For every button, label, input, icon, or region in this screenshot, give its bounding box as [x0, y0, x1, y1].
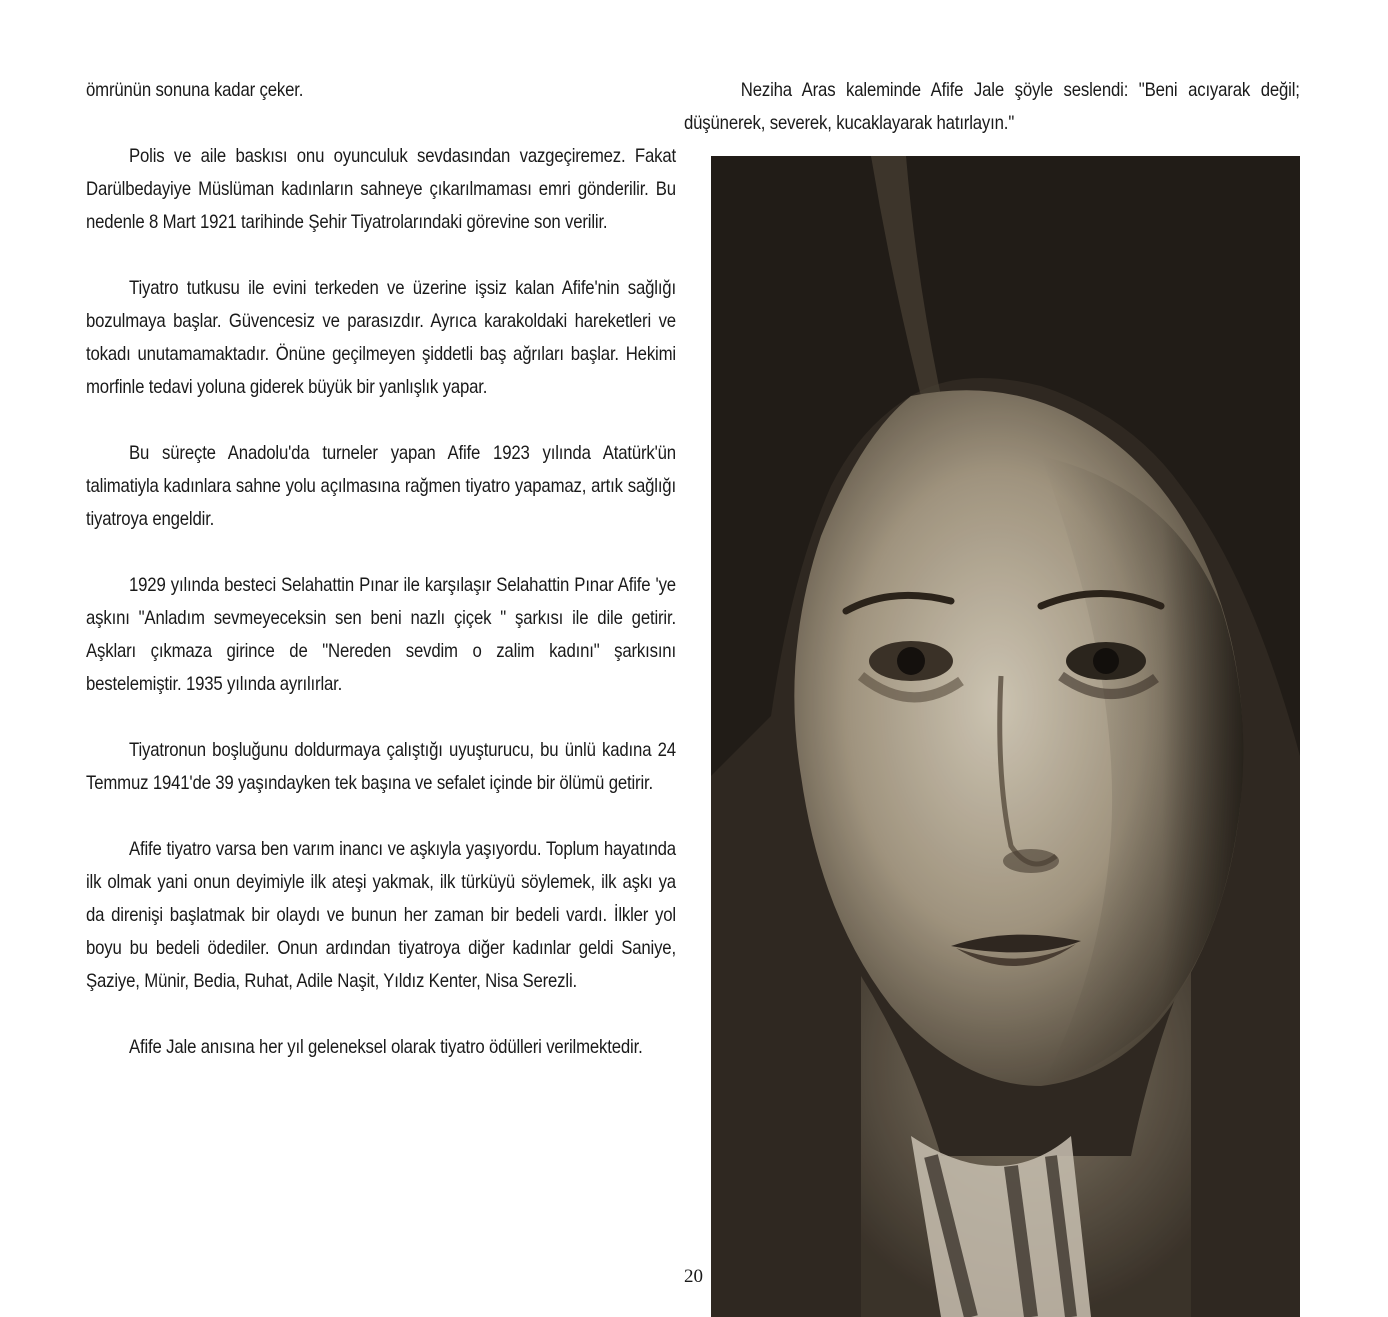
paragraph: ömrünün sonuna kadar çeker. [86, 79, 304, 101]
left-text-column [86, 74, 676, 1097]
paragraph: Polis ve aile baskısı onu oyunculuk sevdasından vazgeçiremez. Fakat Darülbedayiye Müslüman kadınların sahneye çıkarılmaması emri gönderilir. Bu nedenle 8 Mart 1921 tarihinde Şehir Tiyatrolarındaki görevine son verilir. [86, 145, 676, 233]
paragraph: Tiyatro tutkusu ile evini terkeden ve üzerine işsiz kalan Afife'nin sağlığı bozulmaya başlar. Güvencesiz ve parasızdır. Ayrıca karakoldaki hareketleri ve tokadı unutamamaktadır. Önüne geçilmeyen şiddetli baş ağrıları başlar. Hekimi morfinle tedavi yoluna giderek büyük bir yanlışlık yapar. [86, 277, 676, 398]
right-text-column [684, 74, 1300, 140]
paragraph: Tiyatronun boşluğunu doldurmaya çalıştığı uyuşturucu, bu ünlü kadına 24 Temmuz 1941'de 39 yaşındayken tek başına ve sefalet içinde bir ölümü getirir. [86, 739, 676, 794]
paragraph: Afife tiyatro varsa ben varım inancı ve aşkıyla yaşıyordu. Toplum hayatında ilk olmak yani onun deyimiyle ilk ateşi yakmak, ilk türküyü söylemek, ilk aşkı ya da direnişi başlatmak bir olaydı ve bunun her zaman bir bedeli vardı. İlkler yol boyu bu bedeli ödediler. Onun ardından tiyatroya diğer kadınlar geldi Saniye, Şaziye, Münir, Bedia, Ruhat, Adile Naşit, Yıldız Kenter, Nisa Serezli. [86, 838, 676, 992]
paragraph: 1929 yılında besteci Selahattin Pınar ile karşılaşır Selahattin Pınar Afife 'ye aşkını "Anladım sevmeyeceksin sen beni nazlı çiçek " şarkısı ile dile getirir. Aşkları çıkmaza girince de "Nereden sevdim o zalim kadını" şarkısını bestelemiştir. 1935 yılında ayrılırlar. [86, 574, 676, 695]
page-number: 20 [684, 1266, 703, 1287]
portrait-photo [711, 156, 1300, 1317]
paragraph: Bu süreçte Anadolu'da turneler yapan Afife 1923 yılında Atatürk'ün talimatiyla kadınlara sahne yolu açılmasına rağmen tiyatro yapamaz, artık sağlığı tiyatroya engeldir. [86, 442, 676, 530]
quote-paragraph: Neziha Aras kaleminde Afife Jale şöyle seslendi: "Beni acıyarak değil; düşünerek, severek, kucaklayarak hatırlayın.'' [684, 79, 1300, 134]
paragraph: Afife Jale anısına her yıl geleneksel olarak tiyatro ödülleri verilmektedir. [129, 1036, 643, 1058]
portrait-image [711, 156, 1300, 1317]
